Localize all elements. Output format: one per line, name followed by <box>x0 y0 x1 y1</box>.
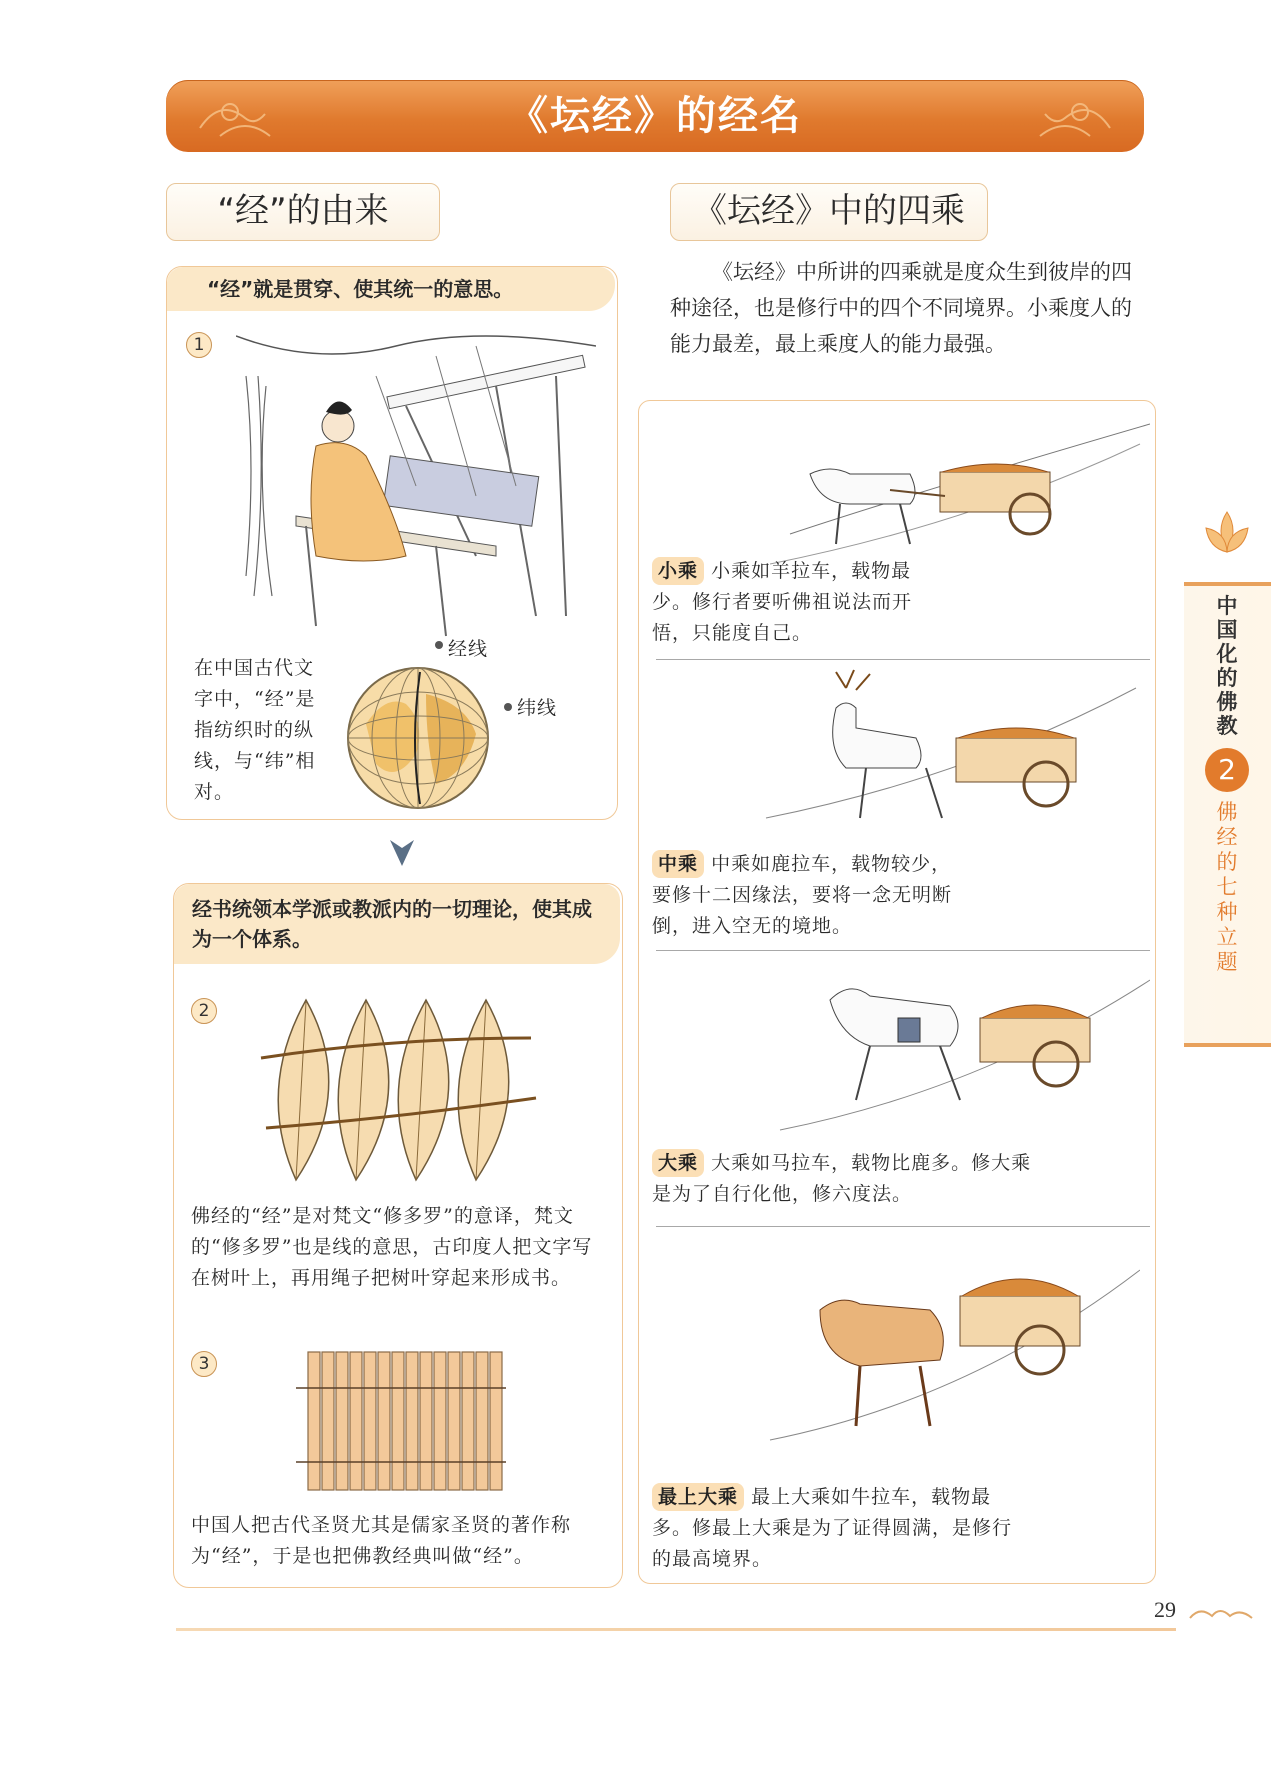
vehicle-1 <box>652 556 948 649</box>
vehicle-2-tag: 中乘 <box>652 850 704 878</box>
vehicle-divider-1 <box>656 659 1150 660</box>
four-vehicles-intro: 《坛经》中所讲的四乘就是度众生到彼岸的四种途径，也是修行中的四个不同境界。小乘度人的能力最差，最上乘度人的能力最强。 <box>670 260 1132 356</box>
ox-cart-illustration <box>760 1250 1140 1450</box>
vehicle-2 <box>652 849 962 942</box>
warp-label: 经线 <box>448 638 489 660</box>
section-title-origin: “经”的由来 <box>166 183 440 241</box>
vehicle-divider-2 <box>656 950 1150 951</box>
vehicle-divider-3 <box>656 1226 1150 1227</box>
page-title: 《坛经》的经名 <box>508 93 802 139</box>
card2-heading: 经书统领本学派或教派内的一切理论，使其成为一个体系。 <box>174 884 620 964</box>
vehicle-1-text: 小乘如羊拉车，载物最少。修行者要听佛祖说法而开悟，只能度自己。 <box>652 560 913 644</box>
down-arrow-icon <box>386 836 418 870</box>
title-banner <box>166 80 1144 152</box>
bamboo-slips-illustration <box>296 1348 522 1494</box>
vehicle-3 <box>652 1148 1048 1210</box>
chapter-subtitle: 佛经的七种立题 <box>1216 800 1238 974</box>
weft-label: 纬线 <box>517 697 558 719</box>
step-number-3: 3 <box>191 1351 217 1377</box>
globe-illustration <box>346 664 496 810</box>
vehicle-2-text: 中乘如鹿拉车，载物较少，要修十二因缘法，要将一念无明断倒，进入空无的境地。 <box>652 853 953 937</box>
step-number-1: 1 <box>186 332 212 358</box>
card2-text-sutra: 佛经的“经”是对梵文“修多罗”的意译，梵文的“修多罗”也是线的意思，古印度人把文字写在树叶上，再用绳子把树叶穿起来形成书。 <box>191 1205 593 1289</box>
deer-cart-illustration <box>756 668 1146 848</box>
card1-text: 在中国古代文字中，“经”是指纺织时的纵线，与“纬”相对。 <box>194 657 316 803</box>
card1-heading: “经”就是贯穿、使其统一的意思。 <box>167 267 615 311</box>
loom-weaver-illustration <box>236 316 596 646</box>
vehicle-3-text: 大乘如马拉车，载物比鹿多。修大乘是为了自行化他，修六度法。 <box>652 1152 1032 1205</box>
step-number-2: 2 <box>191 998 217 1024</box>
horse-cart-illustration <box>770 960 1150 1150</box>
vehicle-4 <box>652 1482 1012 1575</box>
palm-leaves-illustration <box>256 990 556 1190</box>
page-number: 29 <box>1154 1597 1176 1622</box>
vehicle-1-tag: 小乘 <box>652 557 704 585</box>
cloud-swirl-icon <box>1186 1604 1256 1626</box>
chapter-name: 中国化的佛教 <box>1216 594 1238 738</box>
vehicle-4-tag: 最上大乘 <box>652 1483 744 1511</box>
card2-text-classics: 中国人把古代圣贤尤其是儒家圣贤的著作称为“经”，于是也把佛教经典叫做“经”。 <box>191 1514 572 1567</box>
section-title-four-vehicles: 《坛经》中的四乘 <box>670 183 988 241</box>
weft-marker-icon <box>504 703 512 711</box>
vehicle-3-tag: 大乘 <box>652 1149 704 1177</box>
vehicle-4-text: 最上大乘如牛拉车，载物最多。修最上大乘是为了证得圆满，是修行的最高境界。 <box>652 1486 1013 1570</box>
warp-marker-icon <box>435 641 443 649</box>
chapter-number: 2 <box>1205 748 1249 792</box>
footer-rule <box>176 1628 1176 1631</box>
lotus-icon <box>1192 500 1262 570</box>
